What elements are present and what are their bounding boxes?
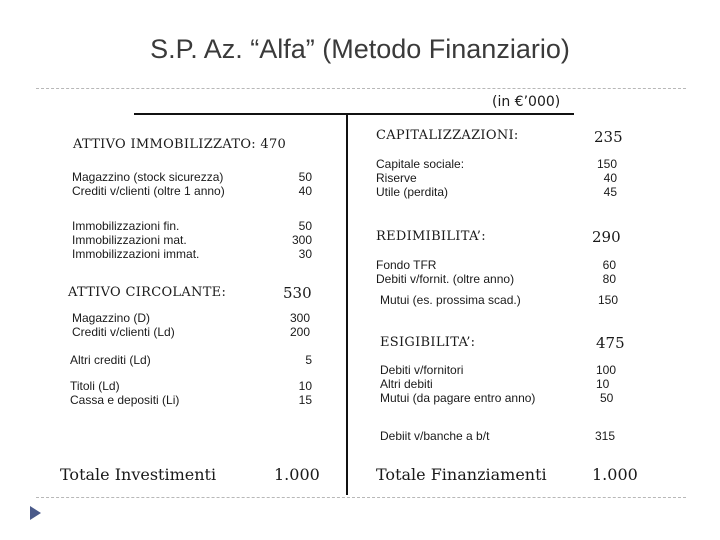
- t-account-top-line: [134, 113, 574, 115]
- bottom-divider: [36, 497, 686, 498]
- esig-group1-labels: [380, 363, 535, 405]
- line-value: 300: [291, 233, 312, 247]
- line-value: 40: [298, 184, 312, 198]
- line-value: 200: [289, 325, 310, 339]
- attivo-circolante-header: ATTIVO CIRCOLANTE:: [68, 285, 227, 300]
- attivo-circolante-total: 530: [283, 284, 312, 302]
- esig-group2-values: [595, 429, 615, 443]
- line-label: Debiti v/fornit. (oltre anno): [376, 272, 515, 286]
- line-label: Crediti v/clienti (oltre 1 anno): [72, 184, 225, 198]
- line-value: 15: [298, 393, 312, 407]
- circ-group2-values: [270, 353, 312, 367]
- circ-group3-values: [270, 379, 312, 407]
- line-label: Mutui (es. prossima scad.): [380, 293, 521, 307]
- line-value: 10: [298, 379, 312, 393]
- line-value: 30: [298, 247, 312, 261]
- totale-finanziamenti-value: 1.000: [592, 465, 638, 484]
- capitalizzazioni-total: 235: [594, 128, 623, 146]
- line-label: Debiit v/banche a b/t: [380, 429, 490, 443]
- immob-group1-labels: [72, 170, 225, 198]
- redim-group1-labels: [376, 258, 514, 286]
- circ-group1-values: [268, 311, 310, 339]
- immob-group2-labels: [72, 219, 199, 261]
- unit-label: (in €’000): [492, 94, 561, 110]
- immob-group1-values: [270, 170, 312, 198]
- line-value: 50: [298, 170, 312, 184]
- line-value: 100: [596, 363, 617, 377]
- capitalizzazioni-values: [575, 157, 617, 199]
- immob-group2-values: [270, 219, 312, 261]
- line-label: Magazzino (D): [72, 311, 151, 325]
- line-value: 5: [305, 353, 312, 367]
- line-label: Altri crediti (Ld): [70, 353, 151, 367]
- line-label: Immobilizzazioni mat.: [72, 233, 187, 247]
- esigibilita-total: 475: [596, 334, 625, 352]
- redim-group2-labels: [380, 293, 521, 307]
- line-label: Immobilizzazioni immat.: [72, 247, 200, 261]
- attivo-immobilizzato-header: ATTIVO IMMOBILIZZATO: 470: [73, 137, 287, 152]
- line-value: 10: [596, 377, 610, 391]
- line-value: 315: [595, 429, 616, 443]
- t-account-vertical-line: [346, 113, 348, 495]
- line-label: Altri debiti: [380, 377, 433, 391]
- esigibilita-header: ESIGIBILITA’:: [380, 335, 476, 350]
- totale-investimenti-value: 1.000: [274, 465, 320, 484]
- circ-group2-labels: [70, 353, 151, 367]
- line-label: Magazzino (stock sicurezza): [72, 170, 224, 184]
- line-value: 300: [289, 311, 310, 325]
- line-label: Utile (perdita): [376, 185, 449, 199]
- line-label: Titoli (Ld): [70, 379, 120, 393]
- redim-group1-values: [574, 258, 616, 286]
- totale-investimenti-label: Totale Investimenti: [60, 465, 217, 484]
- slide-title: S.P. Az. “Alfa” (Metodo Finanziario): [150, 34, 570, 64]
- triangle-bullet-icon: [30, 506, 41, 520]
- line-value: 45: [603, 185, 617, 199]
- capitalizzazioni-labels: [376, 157, 464, 199]
- line-value: 60: [602, 258, 616, 272]
- line-value: 150: [596, 157, 617, 171]
- line-value: 40: [603, 171, 617, 185]
- esig-group1-values: [596, 363, 616, 405]
- line-label: Debiti v/fornitori: [380, 363, 464, 377]
- line-label: Capitale sociale:: [376, 157, 465, 171]
- line-label: Fondo TFR: [376, 258, 437, 272]
- line-value: 50: [298, 219, 312, 233]
- capitalizzazioni-header: CAPITALIZZAZIONI:: [376, 128, 519, 143]
- top-divider: [36, 88, 686, 89]
- redim-group2-values: [576, 293, 618, 307]
- line-label: Crediti v/clienti (Ld): [72, 325, 175, 339]
- line-value: 150: [597, 293, 618, 307]
- redimibilita-total: 290: [592, 228, 621, 246]
- esig-group2-labels: [380, 429, 489, 443]
- line-value: 80: [602, 272, 616, 286]
- line-label: Immobilizzazioni fin.: [72, 219, 180, 233]
- circ-group1-labels: [72, 311, 175, 339]
- redimibilita-header: REDIMIBILITA’:: [376, 229, 486, 244]
- line-value: 50: [600, 391, 614, 405]
- totale-finanziamenti-label: Totale Finanziamenti: [376, 465, 547, 484]
- circ-group3-labels: [70, 379, 179, 407]
- line-label: Riserve: [376, 171, 417, 185]
- line-label: Cassa e depositi (Li): [70, 393, 180, 407]
- line-label: Mutui (da pagare entro anno): [380, 391, 536, 405]
